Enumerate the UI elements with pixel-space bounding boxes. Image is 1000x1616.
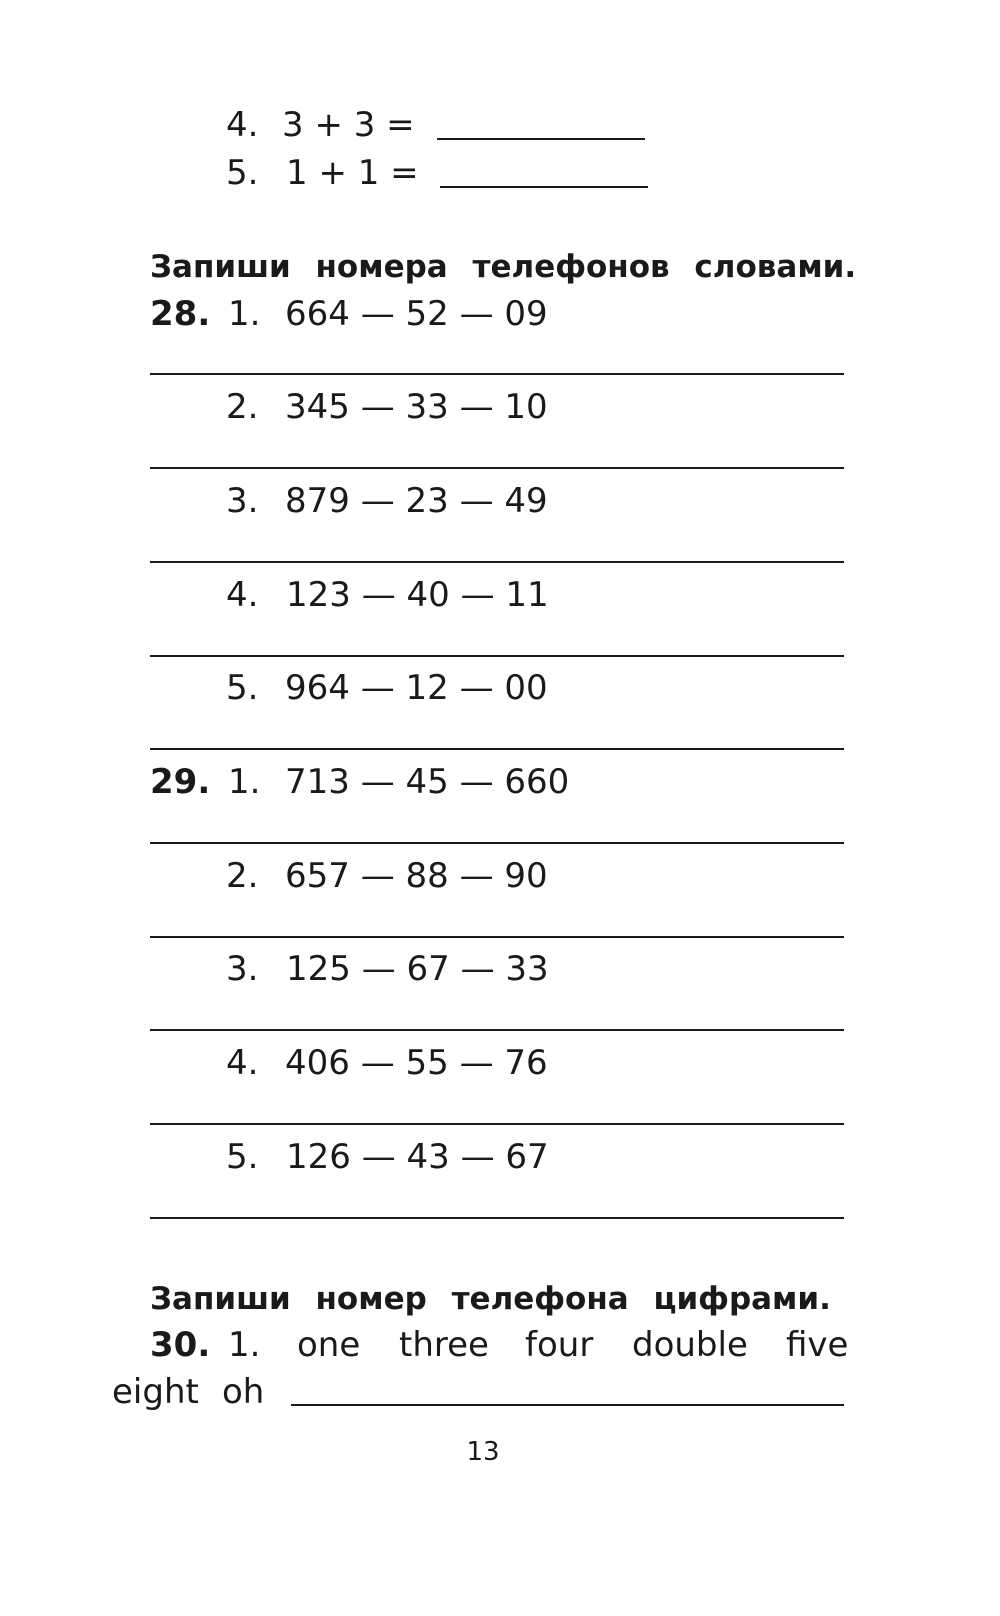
- item-number: 3.: [226, 481, 259, 521]
- answer-line[interactable]: [150, 467, 844, 469]
- phone-number: 713 — 45 — 660: [285, 762, 570, 802]
- phone-number: 126 — 43 — 67: [286, 1137, 549, 1177]
- answer-line[interactable]: [150, 1123, 844, 1125]
- sum-expression: 1 + 1 =: [286, 153, 419, 193]
- word: eight: [112, 1372, 199, 1412]
- phone-number: 657 — 88 — 90: [285, 856, 548, 896]
- instruction-heading: Запиши номера телефонов словами.: [150, 249, 857, 285]
- instruction-heading: Запиши номер телефона цифрами.: [150, 1281, 831, 1317]
- phone-number: 964 — 12 — 00: [285, 668, 548, 708]
- phone-number: 879 — 23 — 49: [285, 481, 548, 521]
- phone-number: 123 — 40 — 11: [286, 575, 549, 615]
- word: three: [399, 1325, 489, 1365]
- answer-line[interactable]: [150, 373, 844, 375]
- item-number: 5.: [226, 668, 259, 708]
- answer-line[interactable]: [150, 1029, 844, 1031]
- phone-number: 406 — 55 — 76: [285, 1043, 548, 1083]
- item-number: 4.: [226, 575, 259, 615]
- sum-number: 4.: [226, 105, 259, 145]
- answer-line[interactable]: [150, 936, 844, 938]
- item-number: 4.: [226, 1043, 259, 1083]
- word: one: [297, 1325, 361, 1365]
- exercise-number: 29.: [150, 762, 211, 802]
- answer-line[interactable]: [150, 561, 844, 563]
- sum-number: 5.: [226, 153, 259, 193]
- answer-line[interactable]: [150, 748, 844, 750]
- page-number: 13: [466, 1437, 500, 1467]
- phone-number: 125 — 67 — 33: [286, 949, 549, 989]
- exercise-number: 28.: [150, 294, 211, 334]
- item-number: 1.: [228, 294, 261, 334]
- answer-line[interactable]: [150, 842, 844, 844]
- phone-number: 345 — 33 — 10: [285, 387, 548, 427]
- item-number: 2.: [226, 856, 259, 896]
- word: five: [786, 1325, 849, 1365]
- sum-expression: 3 + 3 =: [282, 105, 415, 145]
- item-number: 1.: [228, 762, 261, 802]
- word: double: [632, 1325, 748, 1365]
- sum-answer-line[interactable]: [437, 138, 645, 140]
- item-number: 5.: [226, 1137, 259, 1177]
- word: four: [525, 1325, 594, 1365]
- exercise-number: 30.: [150, 1325, 211, 1365]
- item-number: 3.: [226, 949, 259, 989]
- answer-line[interactable]: [291, 1404, 844, 1406]
- sum-answer-line[interactable]: [440, 186, 648, 188]
- item-number: 1.: [228, 1325, 261, 1365]
- answer-line[interactable]: [150, 655, 844, 657]
- answer-line[interactable]: [150, 1217, 844, 1219]
- item-number: 2.: [226, 387, 259, 427]
- phone-number: 664 — 52 — 09: [285, 294, 548, 334]
- word: oh: [222, 1372, 265, 1412]
